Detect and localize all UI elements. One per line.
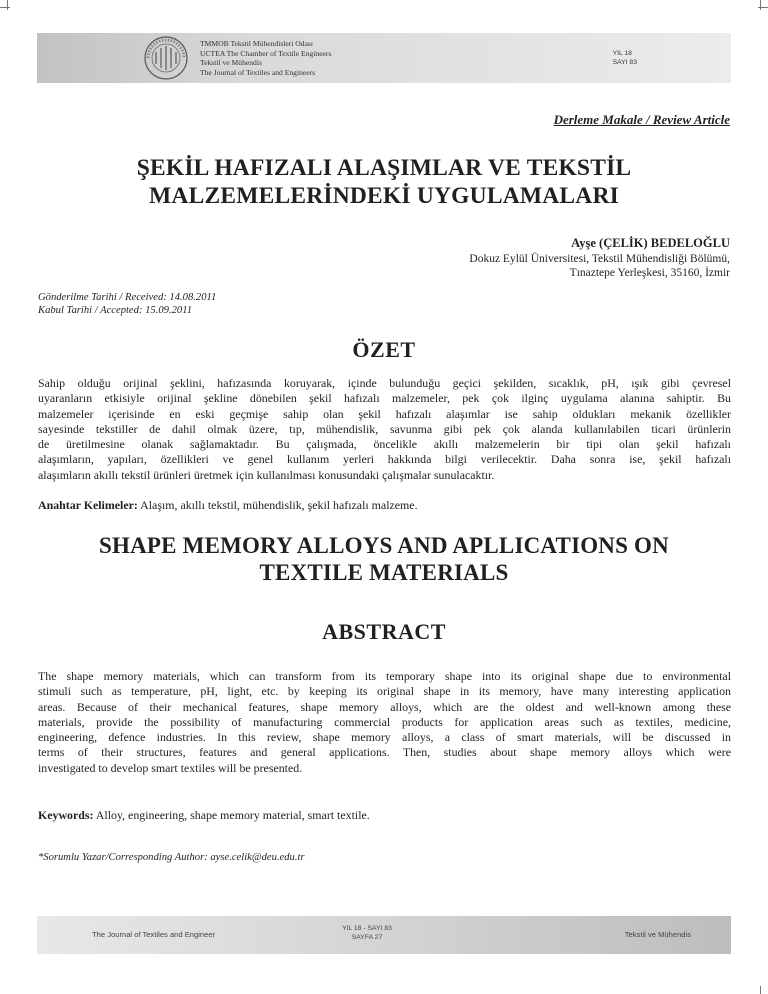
author-affiliation (469, 252, 730, 280)
title-line: ŞEKİL HAFIZALI ALAŞIMLAR VE TEKSTİL (136, 155, 632, 181)
text-line: areas. Because of their mechanical features, shape memory alloys, which are the oldest and well-known among these (38, 699, 731, 714)
ozet-heading: ÖZET (352, 337, 416, 362)
text-line: stimuli such as temperature, pH, light, etc. by keeping its original shape in its memory, have many interesting application (38, 684, 731, 699)
text-line: The shape memory materials, which can transform from its temporary shape into its original shape due to environmental (38, 669, 731, 683)
keywords-text: Alaşım, akıllı tekstil, mühendislik, şekil hafızalı malzeme. (137, 498, 418, 512)
title-line: TEXTILE MATERIALS (259, 560, 509, 585)
submission-dates (38, 292, 216, 317)
issue-year: YIL 18 (612, 50, 632, 57)
abstract-heading: ABSTRACT (322, 619, 446, 644)
footer-journal-title: Tekstil ve Mühendis (624, 930, 691, 939)
turkish-title (40, 154, 728, 210)
journal-footer-band (37, 916, 731, 954)
ozet-paragraph (38, 376, 731, 483)
article-type-label: Derleme Makale / Review Article (553, 112, 730, 127)
abstract-paragraph (38, 669, 731, 776)
issue-number: SAYI 83 (612, 58, 637, 66)
english-keywords (38, 808, 370, 823)
header-line: The Journal of Textiles and Engineers (200, 67, 316, 77)
keywords-text: Alloy, engineering, shape memory material, smart textile. (93, 808, 370, 822)
chamber-seal-logo (142, 35, 190, 81)
crop-mark (760, 0, 761, 10)
keywords-label: Keywords: (38, 808, 94, 822)
crop-mark (760, 986, 761, 994)
text-line: alaşımların akıllı tekstil ürünleri üretmek için kullanılması konusundaki çalışmalar sunulacaktır. (38, 467, 495, 482)
text-line: de üretilmesine olanak sağlamaktadır. Bu çalışmada, öncelikle akıllı malzemelerin bir tipi olan şekil hafızalı (38, 437, 731, 452)
affiliation-line: Tınaztepe Yerleşkesi, 35160, İzmir (569, 267, 730, 279)
title-line: SHAPE MEMORY ALLOYS AND APLLICATIONS ON (99, 533, 669, 558)
keywords-label: Anahtar Kelimeler: (38, 498, 138, 512)
header-line: Tekstil ve Mühendis (200, 58, 262, 68)
text-line: engineering, defence industries. In this review, shape memory alloys, a class of smart materials, will be discussed in (38, 730, 731, 745)
journal-header-band (37, 33, 731, 83)
text-line: investigated to develop smart textiles will be presented. (38, 760, 303, 775)
text-line: alaşımların, yapıları, özellikleri ve genel kullanım yerleri hakkında bilgi verilecektir. Daha sonra ise, şekil hafızalı (38, 452, 731, 467)
corresponding-author: *Sorumlu Yazar/Corresponding Author: ayse.celik@deu.edu.tr (38, 852, 305, 863)
journal-publisher-lines (200, 39, 331, 77)
header-line: TMMOB Tekstil Mühendisleri Odası (200, 39, 314, 48)
text-line: malzemeler içerisinde en eski geçmişe sahip olan şekil hafızalı alaşımlar ise sahip oldukları mekanik özellikler (38, 406, 731, 421)
crop-mark (0, 7, 10, 8)
text-line: uyaranların etkisiyle orijinal şekline dönebilen şekil hafızalı malzemeler, pek çok ilginç uygulama alanına sahiptir. Bu (38, 391, 731, 406)
received-date: Gönderilme Tarihi / Received: 14.08.2011 (38, 292, 217, 303)
issue-info (613, 50, 637, 67)
affiliation-line: Dokuz Eylül Üniversitesi, Tekstil Mühendisliği Bölümü, (469, 253, 730, 265)
title-line: MALZEMELERİNDEKİ UYGULAMALARI (149, 183, 619, 209)
accepted-date: Kabul Tarihi / Accepted: 15.09.2011 (38, 304, 192, 316)
footer-issue-page (317, 925, 417, 943)
footer-issue: YIL 18 - SAYI 83 (342, 925, 392, 932)
text-line: Sahip olduğu orijinal şeklini, hafızasında koruyarak, içinde bulunduğu geçici şekilden, sıcaklık, pH, ışık gibi çevresel (38, 376, 731, 390)
footer-page-number: SAYFA 27 (351, 933, 383, 941)
header-line: UCTEA The Chamber of Textile Engineers (200, 48, 332, 58)
footer-journal-name: The Journal of Textiles and Engineer (92, 930, 216, 939)
text-line: materials, provide the possibility of manufacturing commercial products for application areas such as textiles, medicine, (38, 714, 731, 729)
text-line: sayesinde tekstiller de dahil olmak üzere, tıp, mühendislik, savunma gibi pek çok alanda kullanılabilen ticari ürünlerin (38, 421, 731, 436)
english-title (40, 532, 728, 586)
text-line: terms of their structures, features and general applications. Then, studies about shape memory alloys which were (38, 745, 731, 760)
author-name: Ayşe (ÇELİK) BEDELOĞLU (571, 236, 730, 250)
turkish-keywords (38, 498, 418, 513)
crop-mark (7, 0, 8, 10)
